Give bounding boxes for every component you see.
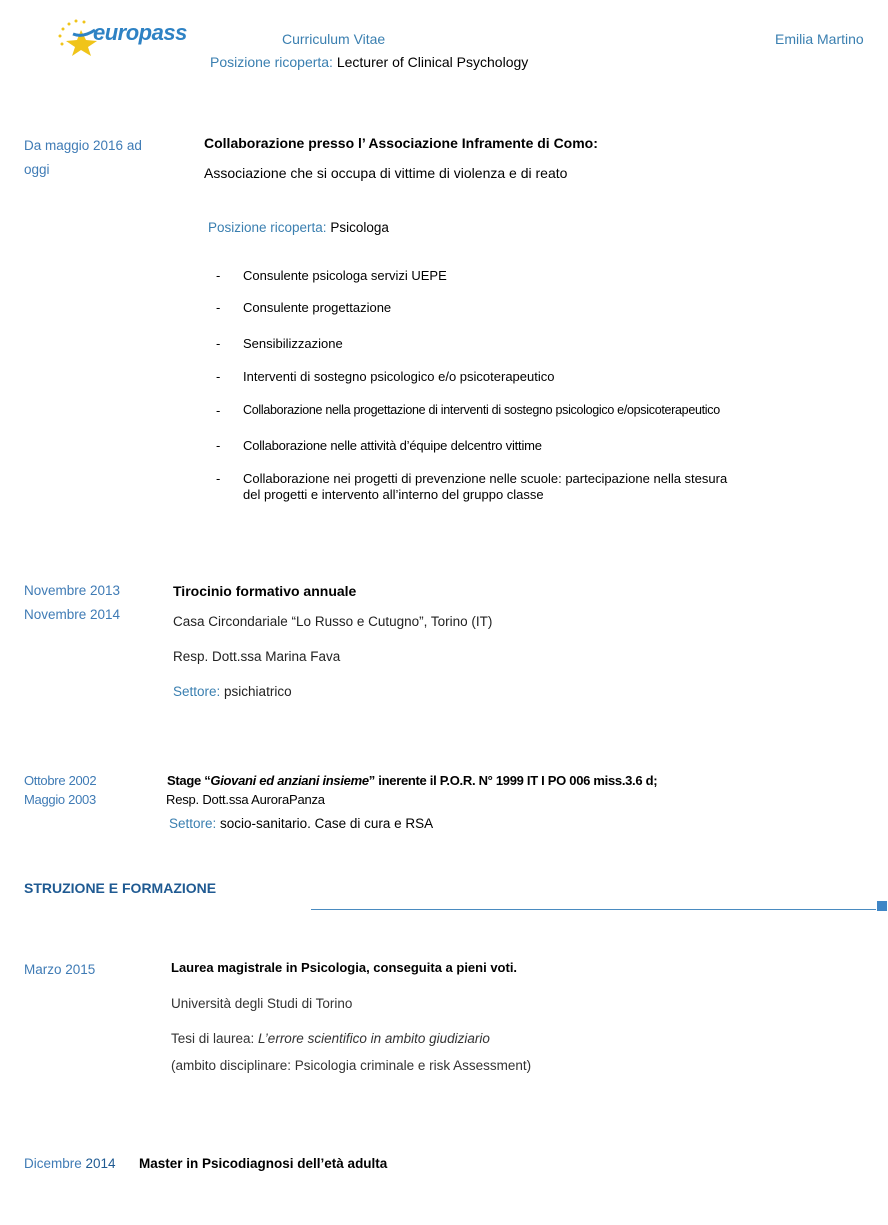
- exp1-date-line1: Da maggio 2016 ad: [24, 138, 142, 153]
- cv-label: Curriculum Vitae: [282, 31, 386, 47]
- exp3-sector: [169, 816, 433, 831]
- exp2-date-line1: Novembre 2013: [24, 583, 121, 598]
- bullet-dash: -: [216, 336, 221, 351]
- exp3-sector-label: Settore:: [169, 816, 217, 831]
- bullet-dash: -: [216, 369, 221, 384]
- exp3-resp: Resp. Dott.ssa AuroraPanza: [166, 792, 325, 807]
- exp1-position: [208, 220, 389, 235]
- bullet-dash: -: [216, 268, 221, 283]
- exp2-resp: Resp. Dott.ssa Marina Fava: [173, 649, 341, 664]
- exp3-title-prefix: Stage “: [167, 773, 211, 788]
- bullet-item: Consulente psicologa servizi UEPE: [243, 268, 447, 283]
- bullet-item: Collaborazione nella progettazione di interventi di sostegno psicologico e/opsicoterapeutico: [243, 403, 720, 417]
- europass-logo-text: europass: [93, 20, 187, 45]
- edu1-thesis-title: L’errore scientifico in ambito giudiziario: [258, 1031, 490, 1046]
- position-label: Posizione ricoperta:: [210, 54, 333, 70]
- edu1-thesis-area: (ambito disciplinare: Psicologia criminale e risk Assessment): [171, 1058, 532, 1073]
- exp1-description: Associazione che si occupa di vittime di violenza e di reato: [204, 165, 568, 181]
- edu1-date: Marzo 2015: [24, 962, 96, 977]
- exp3-date-line1: Ottobre 2002: [24, 773, 97, 788]
- applicant-name: Emilia Martino: [775, 31, 864, 47]
- bullet-item-continued: del progetti e intervento all’interno del gruppo classe: [243, 487, 544, 502]
- education-heading: STRUZIONE E FORMAZIONE: [24, 880, 217, 896]
- exp2-place: Casa Circondariale “Lo Russo e Cutugno”, Torino (IT): [173, 614, 493, 629]
- edu1-thesis-label: Tesi di laurea:: [171, 1031, 259, 1046]
- position-header: [210, 54, 528, 70]
- edu2-date-month: Dicembre: [24, 1156, 82, 1171]
- edu2-date-year: 2014: [85, 1156, 116, 1171]
- bullet-dash: -: [216, 403, 221, 418]
- europass-logo: [55, 16, 185, 56]
- exp3-title-suffix: ” inerente il P.O.R. N° 1999 IT I PO 006 miss.3.6 d;: [368, 773, 658, 788]
- exp3-date-line2: Maggio 2003: [24, 792, 96, 807]
- exp3-sector-value: socio-sanitario. Case di cura e RSA: [220, 816, 434, 831]
- exp2-sector-value: psichiatrico: [224, 684, 292, 699]
- edu1-university: Università degli Studi di Torino: [171, 996, 353, 1011]
- section-marker-square: [877, 901, 887, 911]
- edu2-date: [24, 1156, 116, 1171]
- exp2-sector-label: Settore:: [173, 684, 221, 699]
- bullet-dash: -: [216, 471, 221, 486]
- position-value: Lecturer of Clinical Psychology: [336, 54, 529, 70]
- exp2-date-line2: Novembre 2014: [24, 607, 121, 622]
- bullet-item: Collaborazione nei progetti di prevenzione nelle scuole: partecipazione nella stesura: [243, 471, 728, 486]
- exp1-title: Collaborazione presso l’ Associazione Inframente di Como:: [204, 135, 598, 151]
- exp1-position-label: Posizione ricoperta:: [208, 220, 327, 235]
- bullet-dash: -: [216, 438, 221, 453]
- bullet-item: Interventi di sostegno psicologico e/o psicoterapeutico: [243, 369, 555, 384]
- bullet-dash: -: [216, 300, 221, 315]
- edu2-title: Master in Psicodiagnosi dell’età adulta: [139, 1156, 388, 1171]
- exp1-position-value: Psicologa: [330, 220, 389, 235]
- exp1-date-line2: oggi: [24, 162, 50, 177]
- bullet-item: Consulente progettazione: [243, 300, 392, 315]
- exp3-title-italic: Giovani ed anziani insieme: [210, 773, 369, 788]
- bullet-item: Sensibilizzazione: [243, 336, 343, 351]
- section-divider: [311, 909, 876, 910]
- edu1-thesis: [171, 1031, 490, 1046]
- exp2-title: Tirocinio formativo annuale: [173, 583, 357, 599]
- bullet-item: Collaborazione nelle attività d’équipe delcentro vittime: [243, 438, 542, 453]
- exp3-title: [167, 773, 657, 788]
- exp2-sector: [173, 684, 292, 699]
- edu1-title: Laurea magistrale in Psicologia, conseguita a pieni voti.: [171, 960, 518, 975]
